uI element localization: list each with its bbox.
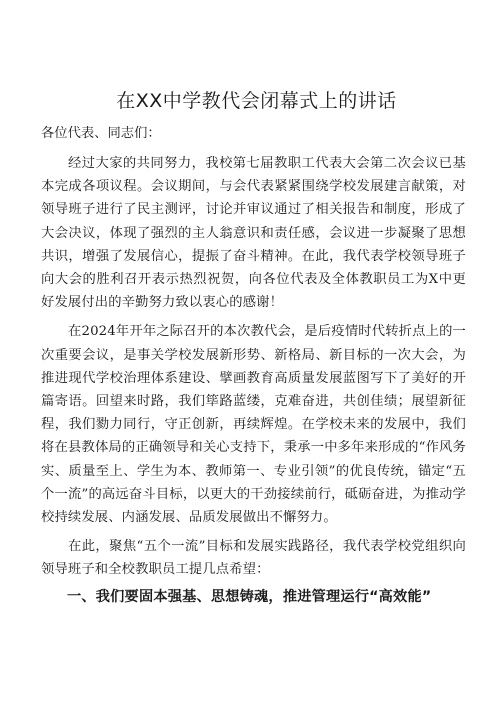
paragraph-opening: 经过大家的共同努力，我校第七届教职工代表大会第二次会议已基本完成各项议程。会议期间，与会代表紧紧围绕学校发展建言献策，对领导班子进行了民主测评，讨论并审议通过了相关报告和制度，形成了大会决议，体现了强烈的主人翁意识和责任感，会议进一步凝聚了思想共识，增强了发展信心，提振了奋斗精神。在此，我代表学校领导班子向大会的胜利召开表示热烈祝贺，向各位代表及全体教职员工为X中更好发展付出的辛勤努力致以衷心的感谢！ — [41, 156, 466, 311]
salutation: 各位代表、同志们： — [41, 126, 161, 141]
section-heading-1: 一、我们要固本强基、思想铸魂，推进管理运行“高效能” — [67, 588, 432, 605]
paragraph-review: 在2024年开年之际召开的本次教代会，是后疫情时代转折点上的一次重要会议，是事关学校发展新形势、新格局、新目标的一次大会，为推进现代学校治理体系建设、擘画教育高质量发展蓝图写下了美好的开篇寄语。回望来时路，我们筚路蓝缕，克难奋进，共创佳绩；展望新征程，我们勠力同行，守正创新，再续辉煌。在学校未来的发展中，我们将在县教体局的正确领导和关心支持下，秉承一中多年来形成的“作风务实、质量至上、学生为本、教师第一、专业引领”的优良传统，锚定“五个一流”的高远奋斗目标，以更大的干劲接续前行，砥砺奋进，为推动学校持续发展、内涵发展、品质发展做出不懈努力。 — [41, 324, 466, 526]
paragraph-hopes: 在此，聚焦“五个一流”目标和发展实践路径，我代表学校党组织向领导班子和全校教职员工提几点希望： — [41, 539, 466, 578]
document-title: 在XX中学教代会闭幕式上的讲话 — [116, 90, 397, 112]
